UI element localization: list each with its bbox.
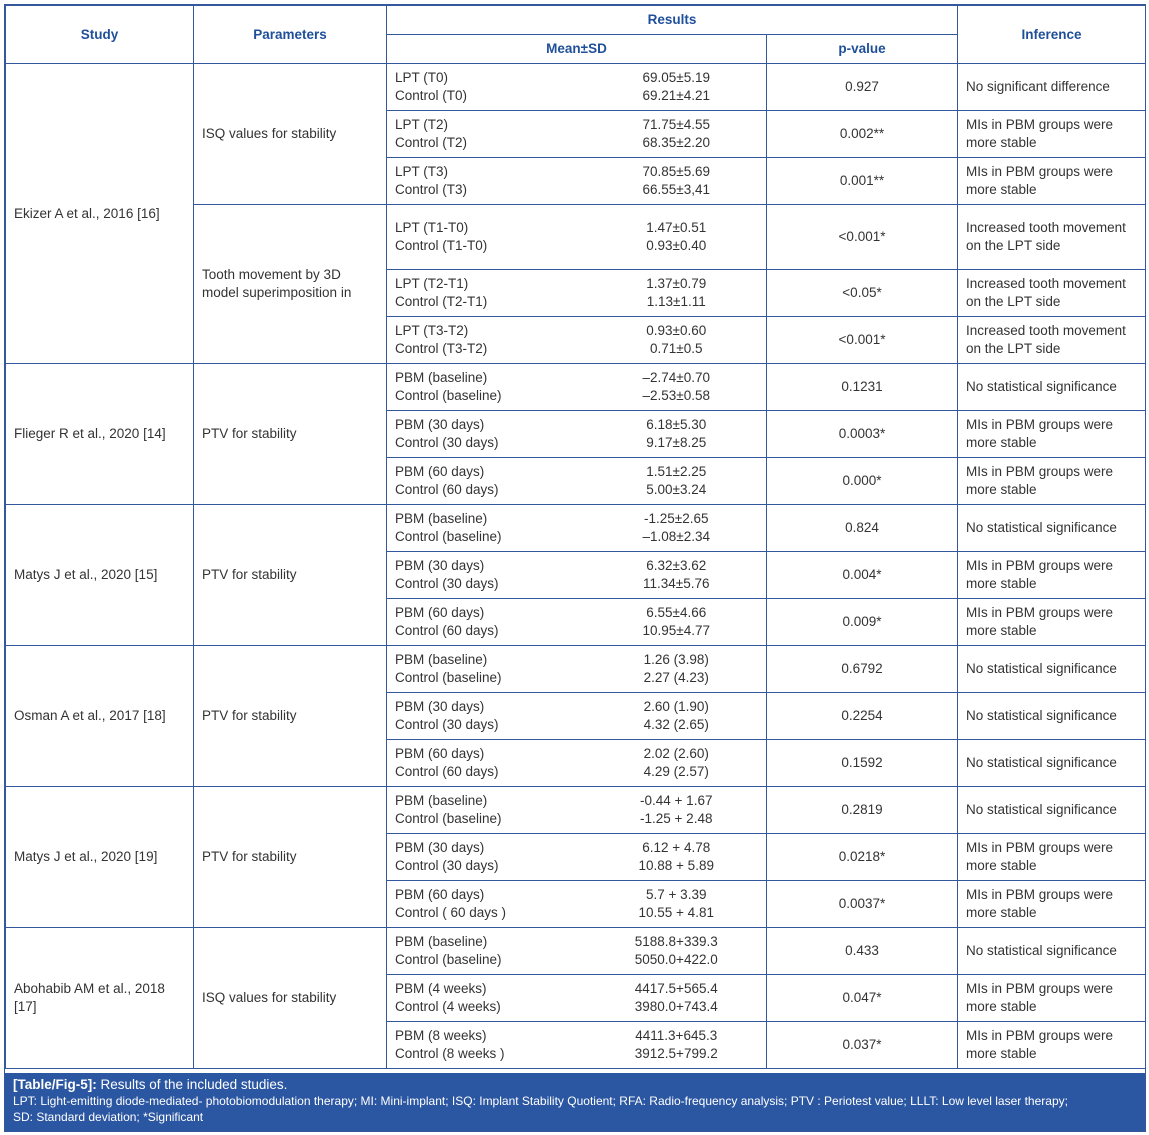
mean-sd-value: 4417.5+565.4 — [634, 981, 718, 996]
group-label: PBM (60 days) — [395, 464, 485, 479]
mean-sd-values — [587, 205, 767, 270]
group-labels — [387, 740, 587, 787]
mean-sd-value: 10.88 + 5.89 — [638, 858, 714, 873]
parameter-label: ISQ values for stability — [194, 64, 387, 205]
header-p-value: p-value — [767, 35, 958, 64]
caption-label: [Table/Fig-5]: — [13, 1077, 97, 1092]
group-labels — [387, 158, 587, 205]
mean-sd-values — [587, 411, 767, 458]
study-name: Matys J et al., 2020 [15] — [6, 505, 194, 646]
group-labels — [387, 834, 587, 881]
mean-sd-value: -1.25 + 2.48 — [640, 811, 713, 826]
group-label: Control (T3-T2) — [395, 341, 488, 356]
mean-sd-value: –2.53±0.58 — [642, 388, 710, 403]
mean-sd-value: 1.51±2.25 — [646, 464, 707, 479]
inference: No statistical significance — [958, 740, 1146, 787]
group-labels — [387, 205, 587, 270]
parameter-label: PTV for stability — [194, 787, 387, 928]
group-label: Control (T2-T1) — [395, 294, 488, 309]
table-body — [6, 64, 1146, 1069]
inference: MIs in PBM groups were more stable — [958, 834, 1146, 881]
mean-sd-value: 66.55±3,41 — [642, 182, 710, 197]
mean-sd-value: -0.44 + 1.67 — [640, 793, 713, 808]
p-value: 0.2254 — [767, 693, 958, 740]
group-label: Control (4 weeks) — [395, 999, 501, 1014]
results-table — [5, 5, 1146, 1069]
header-mean-sd: Mean±SD — [387, 35, 767, 64]
mean-sd-value: 4.32 (2.65) — [643, 717, 709, 732]
mean-sd-value: 2.27 (4.23) — [643, 670, 709, 685]
group-labels — [387, 505, 587, 552]
group-label: Control (T0) — [395, 88, 468, 103]
mean-sd-values — [587, 1022, 767, 1069]
group-label: PBM (baseline) — [395, 652, 488, 667]
group-labels — [387, 693, 587, 740]
table-row — [6, 64, 1146, 111]
caption-title: Results of the included studies. — [100, 1077, 288, 1092]
mean-sd-values — [587, 270, 767, 317]
inference: Increased tooth movement on the LPT side — [958, 205, 1146, 270]
parameter-label: ISQ values for stability — [194, 928, 387, 1069]
parameter-label: PTV for stability — [194, 646, 387, 787]
p-value: 0.2819 — [767, 787, 958, 834]
p-value: 0.002** — [767, 111, 958, 158]
group-labels — [387, 975, 587, 1022]
inference: MIs in PBM groups were more stable — [958, 975, 1146, 1022]
p-value: 0.001** — [767, 158, 958, 205]
mean-sd-values — [587, 505, 767, 552]
mean-sd-value: 3912.5+799.2 — [634, 1046, 718, 1061]
study-name: Matys J et al., 2020 [19] — [6, 787, 194, 928]
parameter-label: PTV for stability — [194, 364, 387, 505]
group-labels — [387, 1022, 587, 1069]
mean-sd-value: –1.08±2.34 — [642, 529, 710, 544]
group-labels — [387, 928, 587, 975]
header-parameters: Parameters — [194, 6, 387, 64]
mean-sd-value: 4411.3+645.3 — [635, 1028, 718, 1043]
inference: No statistical significance — [958, 787, 1146, 834]
group-labels — [387, 552, 587, 599]
inference: MIs in PBM groups were more stable — [958, 411, 1146, 458]
mean-sd-value: 6.12 + 4.78 — [642, 840, 711, 855]
group-label: PBM (baseline) — [395, 793, 488, 808]
table-caption — [5, 1073, 1145, 1131]
mean-sd-values — [587, 787, 767, 834]
p-value: 0.0218* — [767, 834, 958, 881]
group-label: Control ( 60 days ) — [395, 905, 507, 920]
group-label: Control (T1-T0) — [395, 238, 488, 253]
mean-sd-value: 69.05±5.19 — [642, 70, 710, 85]
p-value: 0.6792 — [767, 646, 958, 693]
mean-sd-value: 6.32±3.62 — [646, 558, 707, 573]
mean-sd-value: 5.7 + 3.39 — [646, 887, 707, 902]
group-labels — [387, 458, 587, 505]
table-row — [6, 364, 1146, 411]
mean-sd-values — [587, 928, 767, 975]
mean-sd-values — [587, 111, 767, 158]
inference: MIs in PBM groups were more stable — [958, 599, 1146, 646]
mean-sd-value: 5050.0+422.0 — [634, 952, 718, 967]
p-value: <0.001* — [767, 205, 958, 270]
group-label: PBM (30 days) — [395, 417, 485, 432]
group-label: Control (baseline) — [395, 952, 502, 967]
mean-sd-value: 4.29 (2.57) — [643, 764, 709, 779]
table-row — [6, 928, 1146, 975]
group-label: Control (T3) — [395, 182, 468, 197]
mean-sd-value: 1.47±0.51 — [646, 220, 707, 235]
mean-sd-value: 0.71±0.5 — [650, 341, 703, 356]
p-value: 0.824 — [767, 505, 958, 552]
p-value: 0.1592 — [767, 740, 958, 787]
caption-notes-2: SD: Standard deviation; *Significant — [13, 1110, 204, 1124]
mean-sd-value: 1.37±0.79 — [646, 276, 707, 291]
inference: MIs in PBM groups were more stable — [958, 111, 1146, 158]
mean-sd-value: 11.34±5.76 — [643, 576, 710, 591]
group-labels — [387, 411, 587, 458]
mean-sd-values — [587, 646, 767, 693]
group-label: Control (8 weeks ) — [395, 1046, 505, 1061]
mean-sd-value: –2.74±0.70 — [642, 370, 710, 385]
p-value: 0.047* — [767, 975, 958, 1022]
inference: Increased tooth movement on the LPT side — [958, 317, 1146, 364]
group-label: Control (30 days) — [395, 717, 499, 732]
mean-sd-value: 2.02 (2.60) — [643, 746, 709, 761]
mean-sd-value: 5.00±3.24 — [646, 482, 707, 497]
caption-title-line — [13, 1076, 1137, 1093]
group-label: Control (30 days) — [395, 576, 499, 591]
mean-sd-values — [587, 975, 767, 1022]
group-label: Control (30 days) — [395, 858, 499, 873]
inference: No statistical significance — [958, 646, 1146, 693]
group-labels — [387, 364, 587, 411]
p-value: 0.009* — [767, 599, 958, 646]
mean-sd-values — [587, 834, 767, 881]
inference: No statistical significance — [958, 505, 1146, 552]
mean-sd-value: 6.55±4.66 — [646, 605, 707, 620]
group-label: LPT (T3-T2) — [395, 323, 469, 338]
mean-sd-value: 1.26 (3.98) — [643, 652, 709, 667]
mean-sd-value: 5188.8+339.3 — [634, 934, 718, 949]
group-label: Control (60 days) — [395, 764, 499, 779]
inference: No statistical significance — [958, 693, 1146, 740]
group-labels — [387, 787, 587, 834]
group-label: Control (30 days) — [395, 435, 499, 450]
mean-sd-values — [587, 881, 767, 928]
group-labels — [387, 881, 587, 928]
group-label: PBM (30 days) — [395, 840, 485, 855]
group-labels — [387, 111, 587, 158]
p-value: 0.433 — [767, 928, 958, 975]
group-labels — [387, 64, 587, 111]
inference: MIs in PBM groups were more stable — [958, 458, 1146, 505]
mean-sd-values — [587, 158, 767, 205]
group-label: LPT (T0) — [395, 70, 449, 85]
mean-sd-values — [587, 364, 767, 411]
p-value: 0.0003* — [767, 411, 958, 458]
p-value: 0.0037* — [767, 881, 958, 928]
group-label: PBM (baseline) — [395, 370, 488, 385]
header-inference: Inference — [958, 6, 1146, 64]
mean-sd-value: 9.17±8.25 — [646, 435, 707, 450]
group-label: PBM (baseline) — [395, 511, 488, 526]
mean-sd-value: -1.25±2.65 — [644, 511, 709, 526]
group-label: LPT (T1-T0) — [395, 220, 469, 235]
group-labels — [387, 646, 587, 693]
results-table-figure — [4, 4, 1146, 1132]
study-name: Flieger R et al., 2020 [14] — [6, 364, 194, 505]
p-value: 0.927 — [767, 64, 958, 111]
group-label: PBM (4 weeks) — [395, 981, 487, 996]
mean-sd-values — [587, 599, 767, 646]
inference: No statistical significance — [958, 364, 1146, 411]
group-labels — [387, 270, 587, 317]
table-row — [6, 505, 1146, 552]
table-row — [6, 646, 1146, 693]
group-label: Control (baseline) — [395, 670, 502, 685]
mean-sd-value: 10.95±4.77 — [642, 623, 710, 638]
study-name: Osman A et al., 2017 [18] — [6, 646, 194, 787]
group-label: PBM (60 days) — [395, 887, 485, 902]
inference: Increased tooth movement on the LPT side — [958, 270, 1146, 317]
mean-sd-value: 10.55 + 4.81 — [638, 905, 714, 920]
mean-sd-values — [587, 317, 767, 364]
group-label: Control (baseline) — [395, 811, 502, 826]
parameter-label: Tooth movement by 3D model superimposition in — [194, 205, 387, 364]
inference: MIs in PBM groups were more stable — [958, 1022, 1146, 1069]
group-label: Control (baseline) — [395, 388, 502, 403]
mean-sd-value: 70.85±5.69 — [642, 164, 710, 179]
mean-sd-value: 2.60 (1.90) — [643, 699, 709, 714]
study-name: Abohabib AM et al., 2018 [17] — [6, 928, 194, 1069]
mean-sd-value: 69.21±4.21 — [642, 88, 710, 103]
inference: MIs in PBM groups were more stable — [958, 881, 1146, 928]
inference: No significant difference — [958, 64, 1146, 111]
group-label: PBM (baseline) — [395, 934, 488, 949]
inference: MIs in PBM groups were more stable — [958, 158, 1146, 205]
group-label: Control (60 days) — [395, 482, 499, 497]
parameter-label: PTV for stability — [194, 505, 387, 646]
mean-sd-values — [587, 552, 767, 599]
inference: No statistical significance — [958, 928, 1146, 975]
mean-sd-value: 68.35±2.20 — [642, 135, 710, 150]
table-row — [6, 787, 1146, 834]
group-label: LPT (T3) — [395, 164, 449, 179]
mean-sd-value: 0.93±0.40 — [646, 238, 707, 253]
group-label: LPT (T2-T1) — [395, 276, 469, 291]
p-value: <0.05* — [767, 270, 958, 317]
group-label: PBM (8 weeks) — [395, 1028, 487, 1043]
p-value: <0.001* — [767, 317, 958, 364]
group-label: Control (60 days) — [395, 623, 499, 638]
header-study: Study — [6, 6, 194, 64]
p-value: 0.004* — [767, 552, 958, 599]
mean-sd-values — [587, 693, 767, 740]
group-label: PBM (30 days) — [395, 699, 485, 714]
group-label: Control (T2) — [395, 135, 468, 150]
group-label: Control (baseline) — [395, 529, 502, 544]
mean-sd-value: 1.13±1.11 — [646, 294, 706, 309]
caption-notes-1: LPT: Light-emitting diode-mediated- photobiomodulation therapy; MI: Mini-implant; ISQ: Implant Stability Quotient; RFA: Radio-frequency analysis; PTV : Periotest value; LLLT: Low level laser therapy; — [13, 1094, 1068, 1108]
study-name: Ekizer A et al., 2016 [16] — [6, 64, 194, 364]
mean-sd-values — [587, 64, 767, 111]
inference: MIs in PBM groups were more stable — [958, 552, 1146, 599]
group-label: PBM (60 days) — [395, 746, 485, 761]
p-value: 0.000* — [767, 458, 958, 505]
group-label: LPT (T2) — [395, 117, 449, 132]
header-results: Results — [387, 6, 958, 35]
mean-sd-value: 0.93±0.60 — [646, 323, 707, 338]
mean-sd-value: 6.18±5.30 — [646, 417, 707, 432]
group-labels — [387, 599, 587, 646]
group-labels — [387, 317, 587, 364]
mean-sd-value: 3980.0+743.4 — [634, 999, 718, 1014]
mean-sd-value: 71.75±4.55 — [642, 117, 710, 132]
p-value: 0.1231 — [767, 364, 958, 411]
mean-sd-values — [587, 740, 767, 787]
p-value: 0.037* — [767, 1022, 958, 1069]
group-label: PBM (60 days) — [395, 605, 485, 620]
group-label: PBM (30 days) — [395, 558, 485, 573]
mean-sd-values — [587, 458, 767, 505]
